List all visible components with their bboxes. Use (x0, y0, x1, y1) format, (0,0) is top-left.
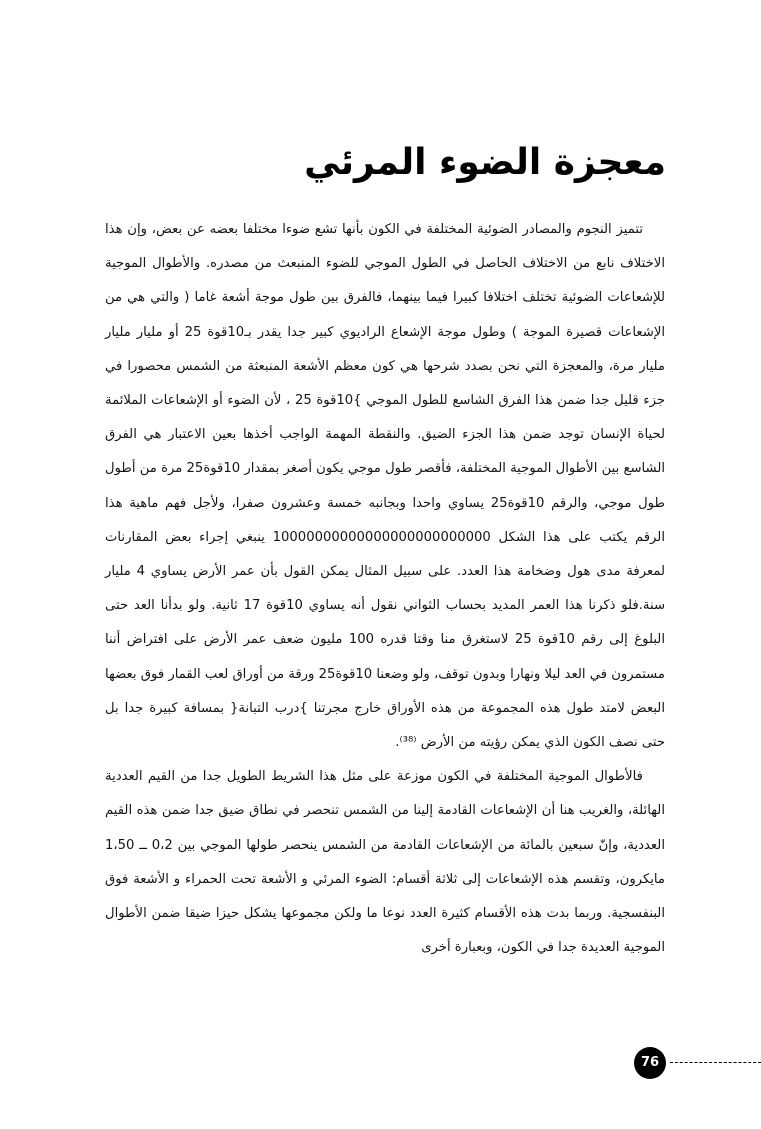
page-number-badge: 76 (634, 1047, 666, 1079)
paragraph-2: فالأطوال الموجية المختلفة في الكون موزعة على مثل هذا الشريط الطويل جدا من القيم العددية الهائلة، والغريب هنا أن الإشعاعات القادمة إلينا من الشمس تنحصر في نطاق ضيق جدا ضمن هذه القيم العددية، وإنّ سبعين بالمائة من الإشعاعات القادمة من الشمس ينحصر طولها الموجي بين 0،2 ــ 1،50 مايكرون، وتقسم هذه الإشعاعات إلى ثلاثة أقسام: الضوء المرئي و الأشعة تحت الحمراء و الأشعة فوق البنفسجية. وربما بدت هذه الأقسام كثيرة العدد نوعا ما ولكن مجموعها يشكل حيزا ضيقا ضمن الأطوال الموجية العديدة جدا في الكون، وبعبارة أخرى (105, 769, 665, 956)
page-footer (630, 1045, 761, 1081)
chapter-title: معجزة الضوء المرئي (304, 142, 666, 183)
paragraph-1: تتميز النجوم والمصادر الضوئية المختلفة في الكون بأنها تشع ضوءا مختلفا بعضه عن بعض، وإن هذا الاختلاف نابع من الاختلاف الحاصل في الطول الموجي للضوء المنبعث من مصدره. والأطوال الموجية للإشعاعات الضوئية تختلف اختلافا كبيرا فيما بينهما، فالفرق بين طول موجة أشعة غاما ( والتي هي من الإشعاعات قصيرة الموجة ) وطول موجة الإشعاع الراديوي كبير جدا يقدر بـ10قوة 25 أو مليار مليار مليار مرة، والمعجزة التي نحن بصدد شرحها هي كون معظم الأشعة المنبعثة من الشمس محصورا في جزء قليل جدا ضمن هذا الفرق الشاسع للطول الموجي }10قوة 25 ، لأن الضوء أو الإشعاعات الملائمة لحياة الإنسان توجد ضمن هذا الجزء الضيق. والنقطة المهمة الواجب أخذها بعين الاعتبار هي الفرق الشاسع بين الأطوال الموجية المختلفة، فأقصر طول موجي يكون أصغر بمقدار 10قوة25 مرة من أطول طول موجي، والرقم 10قوة25 يساوي واحدا وبجانبه خمسة وعشرون صفرا، ولأجل فهم ماهية هذا الرقم يكتب على هذا الشكل 10000000000000000000000000 ينبغي إجراء بعض المقارنات لمعرفة مدى هول وضخامة هذا العدد. على سبيل المثال يمكن القول بأن عمر الأرض يساوي 4 مليار سنة.فلو ذكرنا هذا العمر المديد بحساب الثواني نقول أنه يساوي 10قوة 17 ثانية. ولو بدأنا العد حتى البلوغ إلى رقم 10قوة 25 لاستغرق منا وقتا قدره 100 مليون ضعف عمر الأرض على افتراض أننا مستمرون في العد ليلا ونهارا وبدون توقف، ولو وضعنا 10قوة25 ورقة من أوراق لعب القمار فوق بعضها البعض لامتد طول هذه المجموعة من هذه الأوراق خارج مجرتنا }درب التبانة{ بمسافة كبيرة جدا بل حتى نصف الكون الذي يمكن رؤيته من الأرض ⁽³⁸⁾. (105, 222, 666, 751)
body-text (105, 213, 665, 965)
footer-dashed-rule (670, 1062, 761, 1063)
